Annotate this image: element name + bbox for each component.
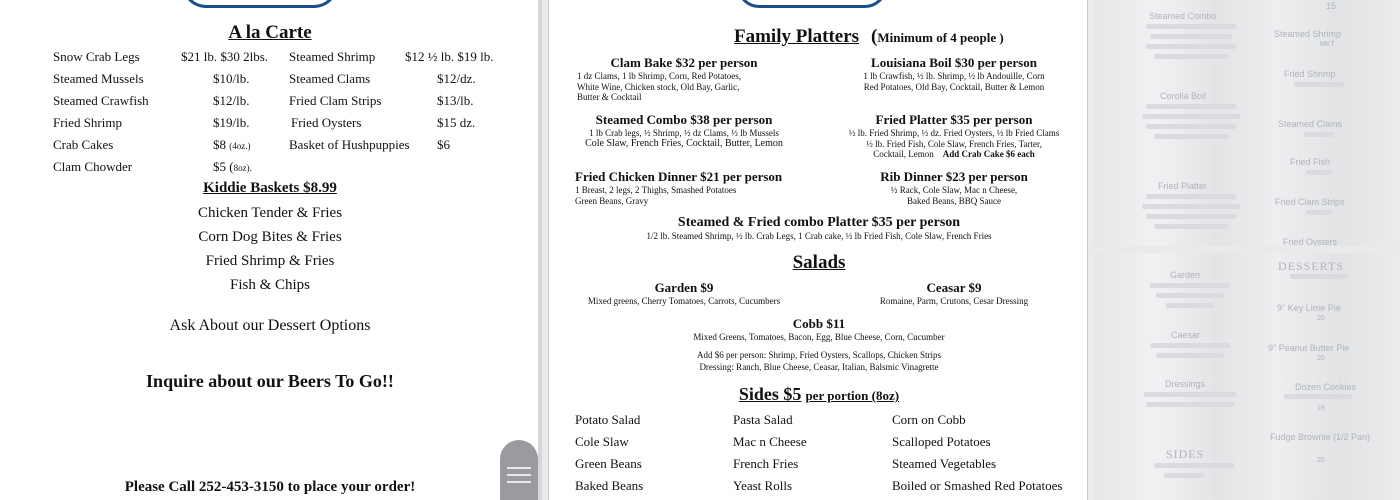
thumb-label: 20	[1317, 355, 1325, 362]
thumb-label: DESSERTS	[1278, 259, 1344, 273]
thumb-label: MKT	[1320, 41, 1335, 48]
thumb-blur-line	[1294, 82, 1344, 87]
platter-desc-line: Baked Beans, BBQ Sauce	[907, 195, 1001, 206]
thumb-label: Fried Platter	[1158, 181, 1208, 191]
menu-item-name: Fried Shrimp	[53, 115, 122, 130]
menu-item-name: Fried Clam Strips	[289, 93, 382, 108]
platter-item	[549, 215, 1088, 242]
salad-item	[559, 280, 809, 307]
menu-item-name: Fried Oysters	[291, 115, 362, 130]
portion-note: (4oz.)	[229, 141, 251, 151]
menu-item-name: Clam Chowder	[53, 159, 133, 174]
salad-desc: Mixed greens, Cherry Tomatoes, Carrots, Cucumbers	[587, 296, 781, 306]
thumb-blur-line	[1304, 132, 1334, 137]
menu-item-price	[213, 137, 251, 153]
platter-item	[559, 112, 809, 149]
menu-item-price: $12/dz.	[437, 71, 476, 86]
thumb-label: Fried Fish	[1290, 157, 1331, 167]
thumb-label: 20	[1317, 315, 1325, 322]
call-to-order-note: Please Call 252-453-3150 to place your order!	[124, 479, 416, 495]
thumb-label: Fried Clam Strips	[1275, 197, 1345, 207]
menu-item-name: Steamed Clams	[289, 71, 371, 86]
grip-line-icon	[507, 474, 531, 476]
thumb-blur-line	[1150, 343, 1230, 348]
thumb-blur-line	[1156, 353, 1224, 358]
menu-item-name: Snow Crab Legs	[53, 49, 140, 64]
platter-item	[559, 55, 809, 71]
thumb-blur-line	[1156, 293, 1224, 298]
thumb-label: 20	[1317, 457, 1325, 464]
platter-desc-line: Butter & Cocktail	[577, 92, 642, 102]
platter-title: Louisiana Boil $30 per person	[871, 55, 1037, 70]
menu-item-name: Basket of Hushpuppies	[289, 137, 410, 152]
side-item: Potato Salad	[575, 412, 641, 427]
add-crab-cake-note: Add Crab Cake $6 each	[942, 149, 1035, 159]
scroll-handle[interactable]	[500, 440, 538, 500]
side-item: Yeast Rolls	[733, 478, 793, 493]
thumb-label: Garden	[1170, 270, 1201, 280]
platter-desc-line: Red Potatoes, Old Bay, Cocktail, Butter & Lemon	[863, 81, 1045, 92]
thumb-blur-line	[1146, 194, 1236, 199]
minimum-note	[871, 26, 1004, 48]
platter-desc-line: ½ lb. Fried Shrimp, ½ dz. Fried Oysters, ½ lb Fried Clams	[848, 128, 1060, 138]
dressing-note: Dressing: Ranch, Blue Cheese, Ceasar, Italian, Balsmic Vinagrette	[699, 362, 939, 372]
menu-item-name: Steamed Mussels	[53, 71, 144, 86]
sides-heading	[549, 384, 1088, 405]
menu-item-price: $15 dz.	[437, 115, 476, 130]
thumb-blur-line	[1144, 392, 1236, 397]
salad-desc: Mixed Greens, Tomatoes, Bacon, Egg, Blue Cheese, Corn, Cucumber	[693, 332, 945, 342]
thumb-label: Fried Shrimp	[1284, 69, 1336, 79]
thumb-label: Corolla Boil	[1160, 91, 1207, 101]
menu-item-name: Crab Cakes	[53, 137, 114, 152]
thumb-label: Steamed Clams	[1278, 119, 1343, 129]
side-item: Green Beans	[575, 456, 642, 471]
grip-line-icon	[507, 481, 531, 483]
thumb-blur-line	[1306, 170, 1332, 175]
kiddie-baskets-title: Kiddie Baskets $8.99	[203, 180, 337, 196]
side-item: Baked Beans	[575, 478, 644, 493]
platter-desc-line: 1 Breast, 2 legs, 2 Thighs, Smashed Potatoes	[575, 185, 737, 195]
side-item: French Fries	[733, 456, 799, 471]
thumb-blur-line	[1150, 34, 1232, 39]
grip-line-icon	[507, 467, 531, 469]
dessert-note: Ask About our Dessert Options	[169, 317, 371, 334]
beers-note: Inquire about our Beers To Go!!	[146, 371, 394, 391]
platter-desc-text: Cocktail, Lemon	[873, 149, 934, 159]
thumb-blur-line	[1284, 394, 1352, 399]
salad-title: Garden $9	[654, 280, 714, 295]
thumb-blur-line	[1150, 283, 1230, 288]
kiddie-item: Chicken Tender & Fries	[197, 205, 343, 221]
salad-item	[549, 316, 1088, 343]
menu-thumbnail-top[interactable]	[1094, 0, 1400, 246]
thumb-blur-line	[1146, 214, 1236, 219]
min-paren: (	[871, 26, 878, 47]
thumb-label: Dressings	[1165, 379, 1206, 389]
salads-title: Salads	[792, 252, 846, 273]
menu-page-left	[0, 0, 538, 500]
price-value: $5 (	[213, 159, 234, 174]
menu-thumbnail-bottom[interactable]	[1094, 253, 1400, 500]
menu-item-price: $10/lb.	[213, 71, 250, 86]
platter-desc-line: ½ Rack, Cole Slaw, Mac n Cheese,	[890, 185, 1018, 195]
thumb-label: Steamed Shrimp	[1274, 29, 1342, 39]
thumb-blur-line	[1154, 54, 1228, 59]
thumb-blur-line	[1146, 104, 1236, 109]
salad-title: Ceasar $9	[926, 280, 982, 295]
menu-item-price	[213, 159, 252, 175]
kiddie-item: Fried Shrimp & Fries	[205, 253, 335, 269]
thumb-blur-line	[1154, 224, 1228, 229]
menu-item-price: $6	[437, 137, 450, 152]
side-item: Mac n Cheese	[733, 434, 807, 449]
sides-title: Sides $5	[738, 384, 802, 404]
restaurant-logo	[737, 0, 887, 8]
menu-page-center	[548, 0, 1088, 500]
menu-item-name: Steamed Crawfish	[53, 93, 149, 108]
thumb-blur-line	[1142, 114, 1240, 119]
sides-subtitle: per portion (8oz)	[805, 388, 900, 403]
thumb-blur-line	[1146, 124, 1236, 129]
side-item: Pasta Salad	[733, 412, 793, 427]
portion-note-tail: ).	[246, 163, 252, 173]
family-platters-title: Family Platters	[734, 26, 860, 47]
a-la-carte-title: A la Carte	[228, 22, 312, 43]
kiddie-item: Corn Dog Bites & Fries	[198, 229, 342, 245]
thumb-blur-line	[1154, 463, 1234, 468]
menu-item-price: $13/lb.	[437, 93, 474, 108]
thumb-label: 18	[1317, 405, 1325, 412]
thumb-blur-line	[1146, 44, 1236, 49]
platter-item	[829, 169, 1079, 206]
platter-title: Rib Dinner $23 per person	[880, 169, 1028, 184]
platter-desc-line: 1 lb Crawfish, ½ lb. Shrimp, ½ lb Andouille, Corn	[863, 71, 1045, 81]
thumb-blur-line	[1146, 24, 1236, 29]
salad-title: Cobb $11	[792, 316, 846, 331]
menu-item-price: $19/lb.	[213, 115, 250, 130]
thumb-label: Dozen Cookies	[1295, 382, 1357, 392]
menu-item-price: $12/lb.	[213, 93, 250, 108]
thumb-blur-line	[1290, 274, 1348, 279]
thumb-label: 9" Peanut Butter Pie	[1268, 343, 1350, 353]
platter-title: Fried Platter $35 per person	[875, 112, 1033, 127]
menu-item-price: $12 ½ lb. $19 lb.	[405, 49, 494, 64]
menu-item-name: Steamed Shrimp	[289, 49, 376, 64]
platter-desc-line	[819, 149, 1088, 160]
portion-note: 8oz	[233, 163, 247, 173]
side-item: Steamed Vegetables	[892, 456, 997, 471]
salad-desc: Romaine, Parm, Crutons, Cesar Dressing	[879, 296, 1029, 306]
platter-title: Steamed Combo $38 per person	[595, 112, 773, 127]
platter-item	[575, 169, 782, 206]
thumb-blur-line	[1142, 204, 1240, 209]
platter-desc-line: 1 lb Crab legs, ½ Shrimp, ½ dz Clams, ½ lb Mussels	[589, 128, 779, 138]
thumb-label: Fried Oysters	[1283, 237, 1338, 246]
page-divider	[538, 0, 542, 500]
side-item: Corn on Cobb	[892, 412, 966, 427]
platter-desc-line: White Wine, Chicken stock, Old Bay, Garlic,	[577, 81, 740, 92]
price-value: $8	[213, 137, 226, 152]
thumb-label: Caesar	[1171, 330, 1201, 340]
platter-title: Fried Chicken Dinner $21 per person	[575, 169, 783, 184]
thumb-label: Steamed Combo	[1149, 11, 1217, 21]
salad-add-note: Add $6 per person: Shrimp, Fried Oysters, Scallops, Chicken Strips	[697, 350, 941, 360]
thumb-label: Fudge Brownie (1/2 Pan)	[1270, 432, 1371, 442]
thumb-label: SIDES	[1166, 447, 1205, 461]
menu-item-price: $21 lb. $30 2lbs.	[181, 49, 269, 64]
thumb-blur-line	[1306, 210, 1332, 215]
platter-title: Clam Bake $32 per person	[610, 55, 758, 70]
platter-desc-line: Green Beans, Gravy	[575, 195, 649, 206]
min-note-text: Minimum of 4 people )	[877, 30, 1004, 45]
side-item: Scalloped Potatoes	[892, 434, 991, 449]
platter-desc-line: ½ lb. Fried Fish, Cole Slaw, French Fries, Tarter,	[866, 138, 1042, 149]
side-item: Cole Slaw	[575, 434, 629, 449]
platter-desc	[577, 71, 741, 103]
thumb-label: 15	[1326, 1, 1337, 11]
platter-item	[819, 112, 1088, 160]
thumb-blur-line	[1164, 473, 1204, 478]
platter-desc-line: 1/2 lb. Steamed Shrimp, ½ lb. Crab Legs, 1 Crab cake, ½ lb Fried Fish, Cole Slaw, French Fries	[646, 231, 992, 241]
restaurant-logo	[182, 0, 338, 8]
salad-item	[829, 280, 1079, 307]
platter-title: Steamed & Fried combo Platter $35 per person	[677, 215, 961, 230]
thumb-blur-line	[1154, 134, 1228, 139]
platter-desc-line: Cole Slaw, French Fries, Cocktail, Butter, Lemon	[585, 137, 783, 149]
platter-item	[829, 55, 1079, 92]
thumb-blur-line	[1166, 303, 1214, 308]
kiddie-item: Fish & Chips	[229, 277, 311, 293]
thumb-blur-line	[1146, 402, 1234, 407]
side-item: Boiled or Smashed Red Potatoes	[892, 478, 1063, 493]
platter-desc-line: 1 dz Clams, 1 lb Shrimp, Corn, Red Potatoes,	[577, 71, 741, 81]
thumb-label: 9" Key Lime Pie	[1277, 303, 1341, 313]
